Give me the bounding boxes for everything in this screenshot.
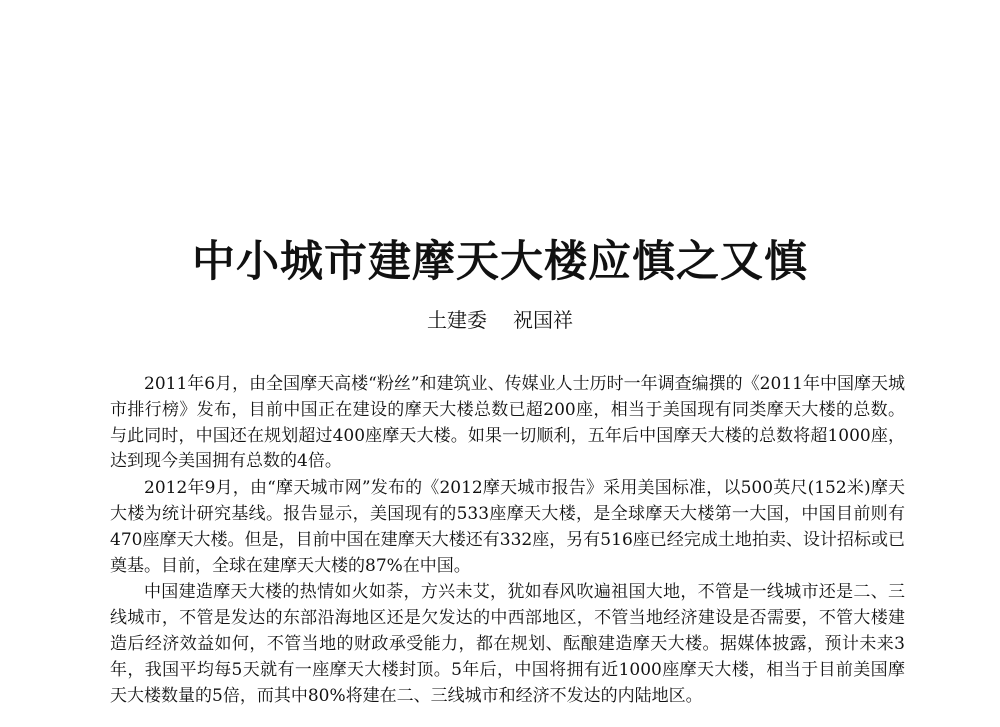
paragraph-3: 中国建造摩天大楼的热情如火如荼，方兴未艾，犹如春风吹遍祖国大地，不管是一线城市还是二、三线城市，不管是发达的东部沿海地区还是欠发达的中西部地区，不管当地经济建设是否需要，不管大楼建造后经济效益如何，不管当地的财政承受能力，都在规划、酝酿建造摩天大楼。据媒体披露，预计未来3年，我国平均每5天就有一座摩天大楼封顶。5年后，中国将拥有近1000座摩天大楼，相当于目前美国摩天大楼数量的5倍，而其中80%将建在二、三线城市和经济不发达的内陆地区。 bbox=[110, 582, 905, 706]
article-body bbox=[110, 372, 905, 710]
paragraph-2: 2012年9月，由“摩天城市网”发布的《2012摩天城市报告》采用美国标准，以500英尺(152米)摩天大楼为统计研究基线。报告显示，美国现有的533座摩天大楼，是全球摩天大楼第一大国，中国目前则有470座摩天大楼。但是，目前中国在建摩天大楼还有332座，另有516座已经完成土地拍卖、设计招标或已奠基。目前，全球在建摩天大楼的87%在中国。 bbox=[110, 478, 905, 576]
author-2: 祝国祥 bbox=[513, 308, 573, 332]
article-authors bbox=[0, 306, 1000, 334]
paragraph-1: 2011年6月，由全国摩天高楼“粉丝”和建筑业、传媒业人士历时一年调查编撰的《2011年中国摩天城市排行榜》发布，目前中国正在建设的摩天大楼总数已超200座，相当于美国现有同类摩天大楼的总数。与此同时，中国还在规划超过400座摩天大楼。如果一切顺利，五年后中国摩天大楼的总数将超1000座，达到现今美国拥有总数的4倍。 bbox=[110, 374, 905, 472]
article-title: 中小城市建摩天大楼应慎之又慎 bbox=[192, 237, 808, 287]
author-1: 土建委 bbox=[427, 308, 487, 332]
